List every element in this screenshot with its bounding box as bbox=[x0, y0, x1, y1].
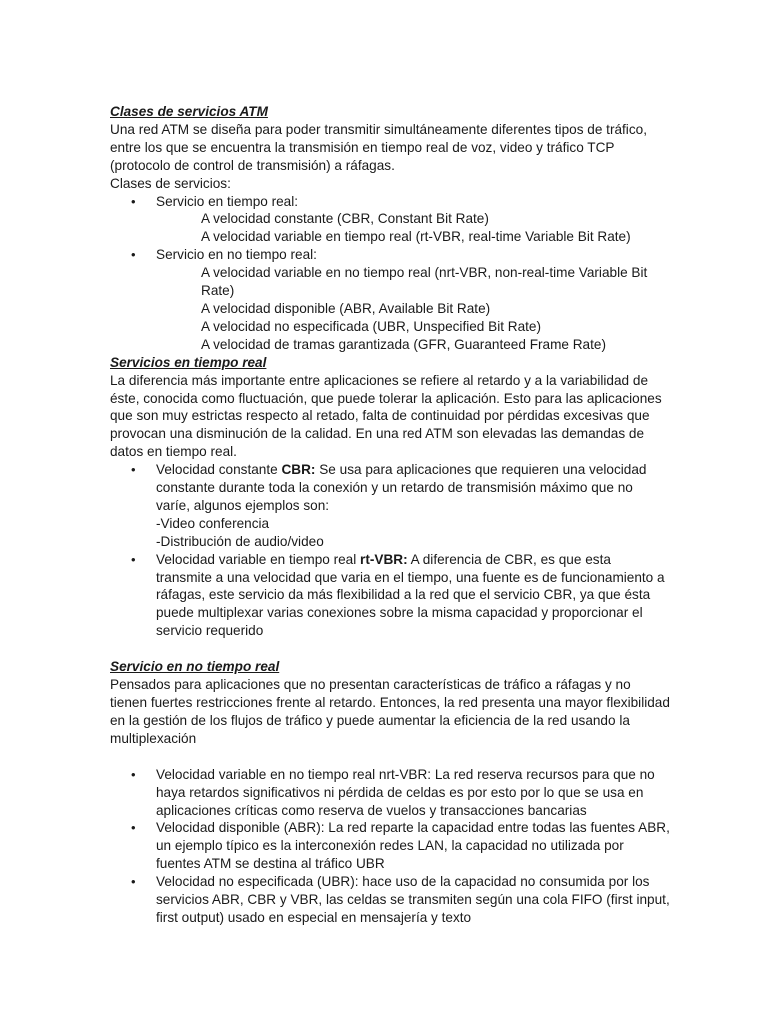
list-item-realtime bbox=[110, 193, 670, 211]
non-realtime-sublist bbox=[110, 264, 670, 354]
item-prefix: Velocidad constante bbox=[156, 462, 282, 478]
spacer bbox=[110, 640, 670, 658]
example-item: -Video conferencia bbox=[156, 515, 270, 531]
list-item-cbr bbox=[110, 461, 670, 551]
section-title-non-realtime: Servicio en no tiempo real bbox=[110, 659, 280, 675]
list-item-label: Servicio en no tiempo real: bbox=[156, 247, 317, 263]
list-item-rt-vbr bbox=[110, 551, 670, 641]
item-keyword: CBR: bbox=[281, 462, 316, 478]
section-intro-non-realtime: Pensados para aplicaciones que no presentan características de tráfico a ráfagas y no tienen fuertes restricciones frente al retardo. Entonces, la red presenta una mayor flexibilidad en la gestión de los flujos de tráfico y puede aumentar la eficiencia de la red usando la multiplexación bbox=[110, 677, 670, 746]
example-item: -Distribución de audio/video bbox=[156, 533, 324, 549]
section-intro-atm: Una red ATM se diseña para poder transmitir simultáneamente diferentes tipos de tráfico, entre los que se encuentra la transmisión en tiempo real de voz, video y tráfico TCP (protocolo de control de transmisión) a ráfagas. bbox=[110, 121, 647, 173]
item-text: Se usa para aplicaciones que requieren una velocidad constante durante toda la conexión y un retardo de transmisión máximo que no varíe, algunos ejemplos son: bbox=[156, 462, 647, 513]
sub-item: A velocidad de tramas garantizada (GFR, Guaranteed Frame Rate) bbox=[201, 336, 606, 352]
sub-item: A velocidad no especificada (UBR, Unspecified Bit Rate) bbox=[201, 318, 542, 334]
sub-item: A velocidad disponible (ABR, Available Bit Rate) bbox=[201, 300, 491, 316]
realtime-services-list bbox=[110, 461, 670, 640]
section-title-realtime-services: Servicios en tiempo real bbox=[110, 354, 267, 370]
list-item-nrt-vbr: • Velocidad variable en no tiempo real nrt-VBR: La red reserva recursos para que no haya retardos significativos ni pérdida de celdas es por esto por lo que se usa en aplicaciones críticas como reserva de vuelos y transacciones bancarias bbox=[110, 766, 670, 820]
list-item-label: Servicio en tiempo real: bbox=[156, 193, 299, 209]
service-classes-label: Clases de servicios: bbox=[110, 175, 231, 191]
sub-item: A velocidad variable en no tiempo real (nrt-VBR, non-real-time Variable Bit Rate) bbox=[201, 265, 648, 299]
section-intro-realtime: La diferencia más importante entre aplicaciones se refiere al retardo y a la variabilidad de éste, conocida como fluctuación, que puede tolerar la aplicación. Esto para las aplicaciones que son muy estrictas respecto al retado, falta de continuidad por pérdidas excesivas que provocan una disminución de la calidad. En una red ATM son elevadas las demandas de datos en tiempo real. bbox=[110, 372, 662, 460]
item-keyword: rt-VBR: bbox=[360, 551, 408, 567]
section-title-atm-classes: Clases de servicios ATM bbox=[110, 104, 268, 119]
document-body bbox=[110, 103, 670, 927]
item-prefix: Velocidad variable en tiempo real bbox=[156, 551, 361, 567]
sub-item: A velocidad variable en tiempo real (rt-VBR, real-time Variable Bit Rate) bbox=[201, 229, 631, 245]
list-item-non-realtime bbox=[110, 246, 670, 264]
item-text: A diferencia de CBR, es que esta transmite a una velocidad que varia en el tiempo, una fuente es de funcionamiento a ráfagas, este servicio da más flexibilidad a la red que el servicio CBR, ya que ésta puede multiplexar varias conexiones sobre la misma capacidad y proporcionar el servicio requerido bbox=[156, 551, 665, 639]
service-classes-list bbox=[110, 193, 670, 211]
spacer bbox=[110, 748, 670, 766]
realtime-sublist bbox=[110, 210, 670, 246]
list-item-abr: • Velocidad disponible (ABR): La red reparte la capacidad entre todas las fuentes ABR, un ejemplo típico es la interconexión redes LAN, la capacidad no utilizada por fuentes ATM se destina al tráfico UBR bbox=[110, 819, 670, 873]
non-realtime-services-list bbox=[110, 766, 670, 927]
service-classes-list-2 bbox=[110, 246, 670, 264]
list-item-ubr: • Velocidad no especificada (UBR): hace uso de la capacidad no consumida por los servicios ABR, CBR y VBR, las celdas se transmiten según una cola FIFO (first input, first output) usado en especial en mensajería y texto bbox=[110, 873, 670, 927]
sub-item: A velocidad constante (CBR, Constant Bit Rate) bbox=[201, 211, 489, 227]
